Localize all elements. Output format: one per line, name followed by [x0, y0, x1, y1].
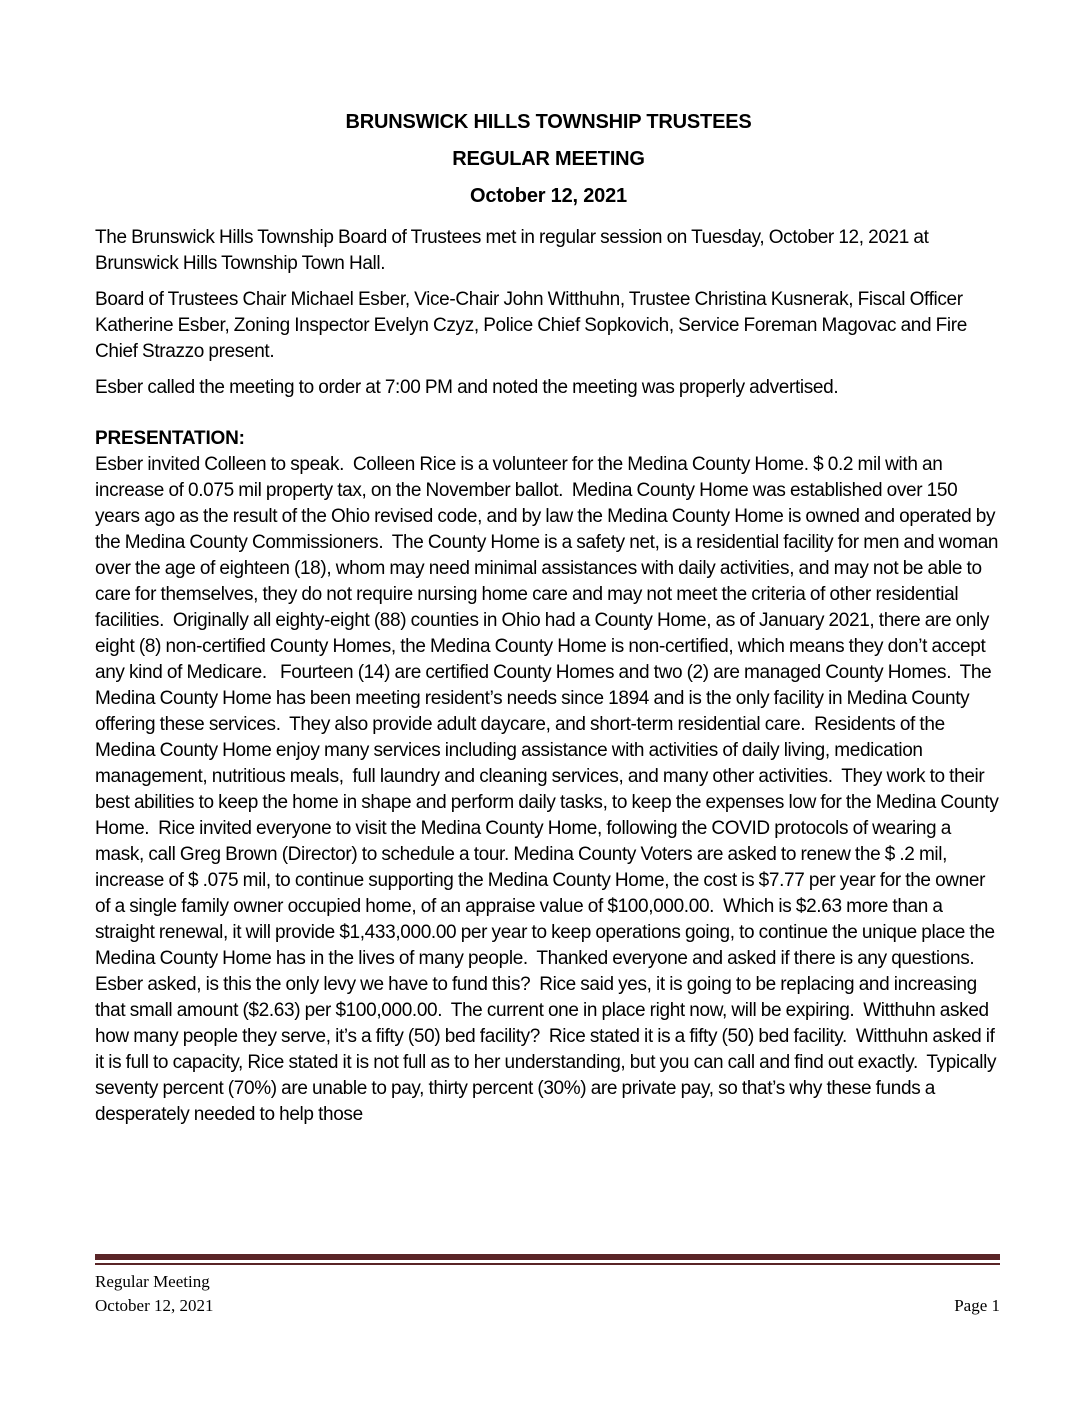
footer-meeting-info: [95, 1270, 214, 1318]
call-to-order-paragraph: Esber called the meeting to order at 7:00 PM and noted the meeting was properly advertised.: [95, 377, 839, 398]
page-footer: [95, 1254, 1000, 1318]
presentation-paragraph: Esber invited Colleen to speak. Colleen Rice is a volunteer for the Medina County Home. $ 0.2 mil with an increase of 0.075 mil property tax, on the November ballot. Medina County Home was established over 150 years ago as the result of the Ohio revised code, and by law the Medina County Home is owned and operated by the Medina County Commissioners. The County Home is a safety net, is a residential facility for men and woman over the age of eighteen (18), whom may need minimal assistances with daily activities, and may not be able to care for themselves, they do not require nursing home care and may not meet the criteria of other residential facilities. Originally all eighty-eight (88) counties in Ohio had a County Home, as of January 2021, there are only eight (8) non-certified County Homes, the Medina County Home is non-certified, which means they don’t accept any kind of Medicare. Fourteen (14) are certified County Homes and two (2) are managed County Homes. The Medina County Home has been meeting resident’s needs since 1894 and is the only facility in Medina County offering these services. They also provide adult daycare, and short-term residential care. Residents of the Medina County Home enjoy many services including assistance with activities of daily living, medication management, nutritious meals, full laundry and cleaning services, and many other activities. They work to their best abilities to keep the home in shape and perform daily tasks, to keep the expenses low for the Medina County Home. Rice invited everyone to visit the Medina County Home, following the COVID protocols of wearing a mask, call Greg Brown (Director) to schedule a tour. Medina County Voters are asked to renew the $ .2 mil, increase of $ .075 mil, to continue supporting the Medina County Home, the cost is $7.77 per year for the owner of a single family owner occupied home, of an appraise value of $100,000.00. Which is $2.63 more than a straight renewal, it will provide $1,433,000.00 per year to keep operations going, to continue the unique place the Medina County Home has in the lives of many people. Thanked everyone and asked if there is any questions. Esber asked, is this the only levy we have to fund this? Rice said yes, it is going to be replacing and increasing that small amount ($2.63) per $100,000.00. The current one in place right now, will be expiring. Witthuhn asked how many people they serve, it’s a fifty (50) bed facility? Rice stated it is a fifty (50) bed facility. Witthuhn asked if it is full to capacity, Rice stated it is not full as to her understanding, but you can call and find out exactly. Typically seventy percent (70%) are unable to pay, thirty percent (30%) are private pay, so that’s why these funds a desperately needed to help those: [95, 454, 1003, 1125]
footer-date: October 12, 2021: [95, 1296, 214, 1315]
footer-row: [95, 1270, 1000, 1318]
meeting-date-heading: October 12, 2021: [470, 185, 627, 207]
document-title: BRUNSWICK HILLS TOWNSHIP TRUSTEES: [345, 111, 752, 133]
presentation-heading: PRESENTATION:: [95, 428, 245, 449]
page-number: Page 1: [954, 1296, 1000, 1315]
document-content: [95, 110, 1002, 1128]
footer-rule-thin: [95, 1263, 1000, 1265]
attendance-paragraph: Board of Trustees Chair Michael Esber, Vice-Chair John Witthuhn, Trustee Christina Kusnerak, Fiscal Officer Katherine Esber, Zoning Inspector Evelyn Czyz, Police Chief Sopkovich, Service Foreman Magovac and Fire Chief Strazzo present.: [95, 289, 972, 362]
footer-meeting-type: Regular Meeting: [95, 1272, 210, 1291]
meeting-type-heading: REGULAR MEETING: [452, 148, 645, 170]
footer-rule-thick: [95, 1254, 1000, 1260]
intro-paragraph: The Brunswick Hills Township Board of Trustees met in regular session on Tuesday, October 12, 2021 at Brunswick Hills Township Town Hall.: [95, 227, 933, 274]
